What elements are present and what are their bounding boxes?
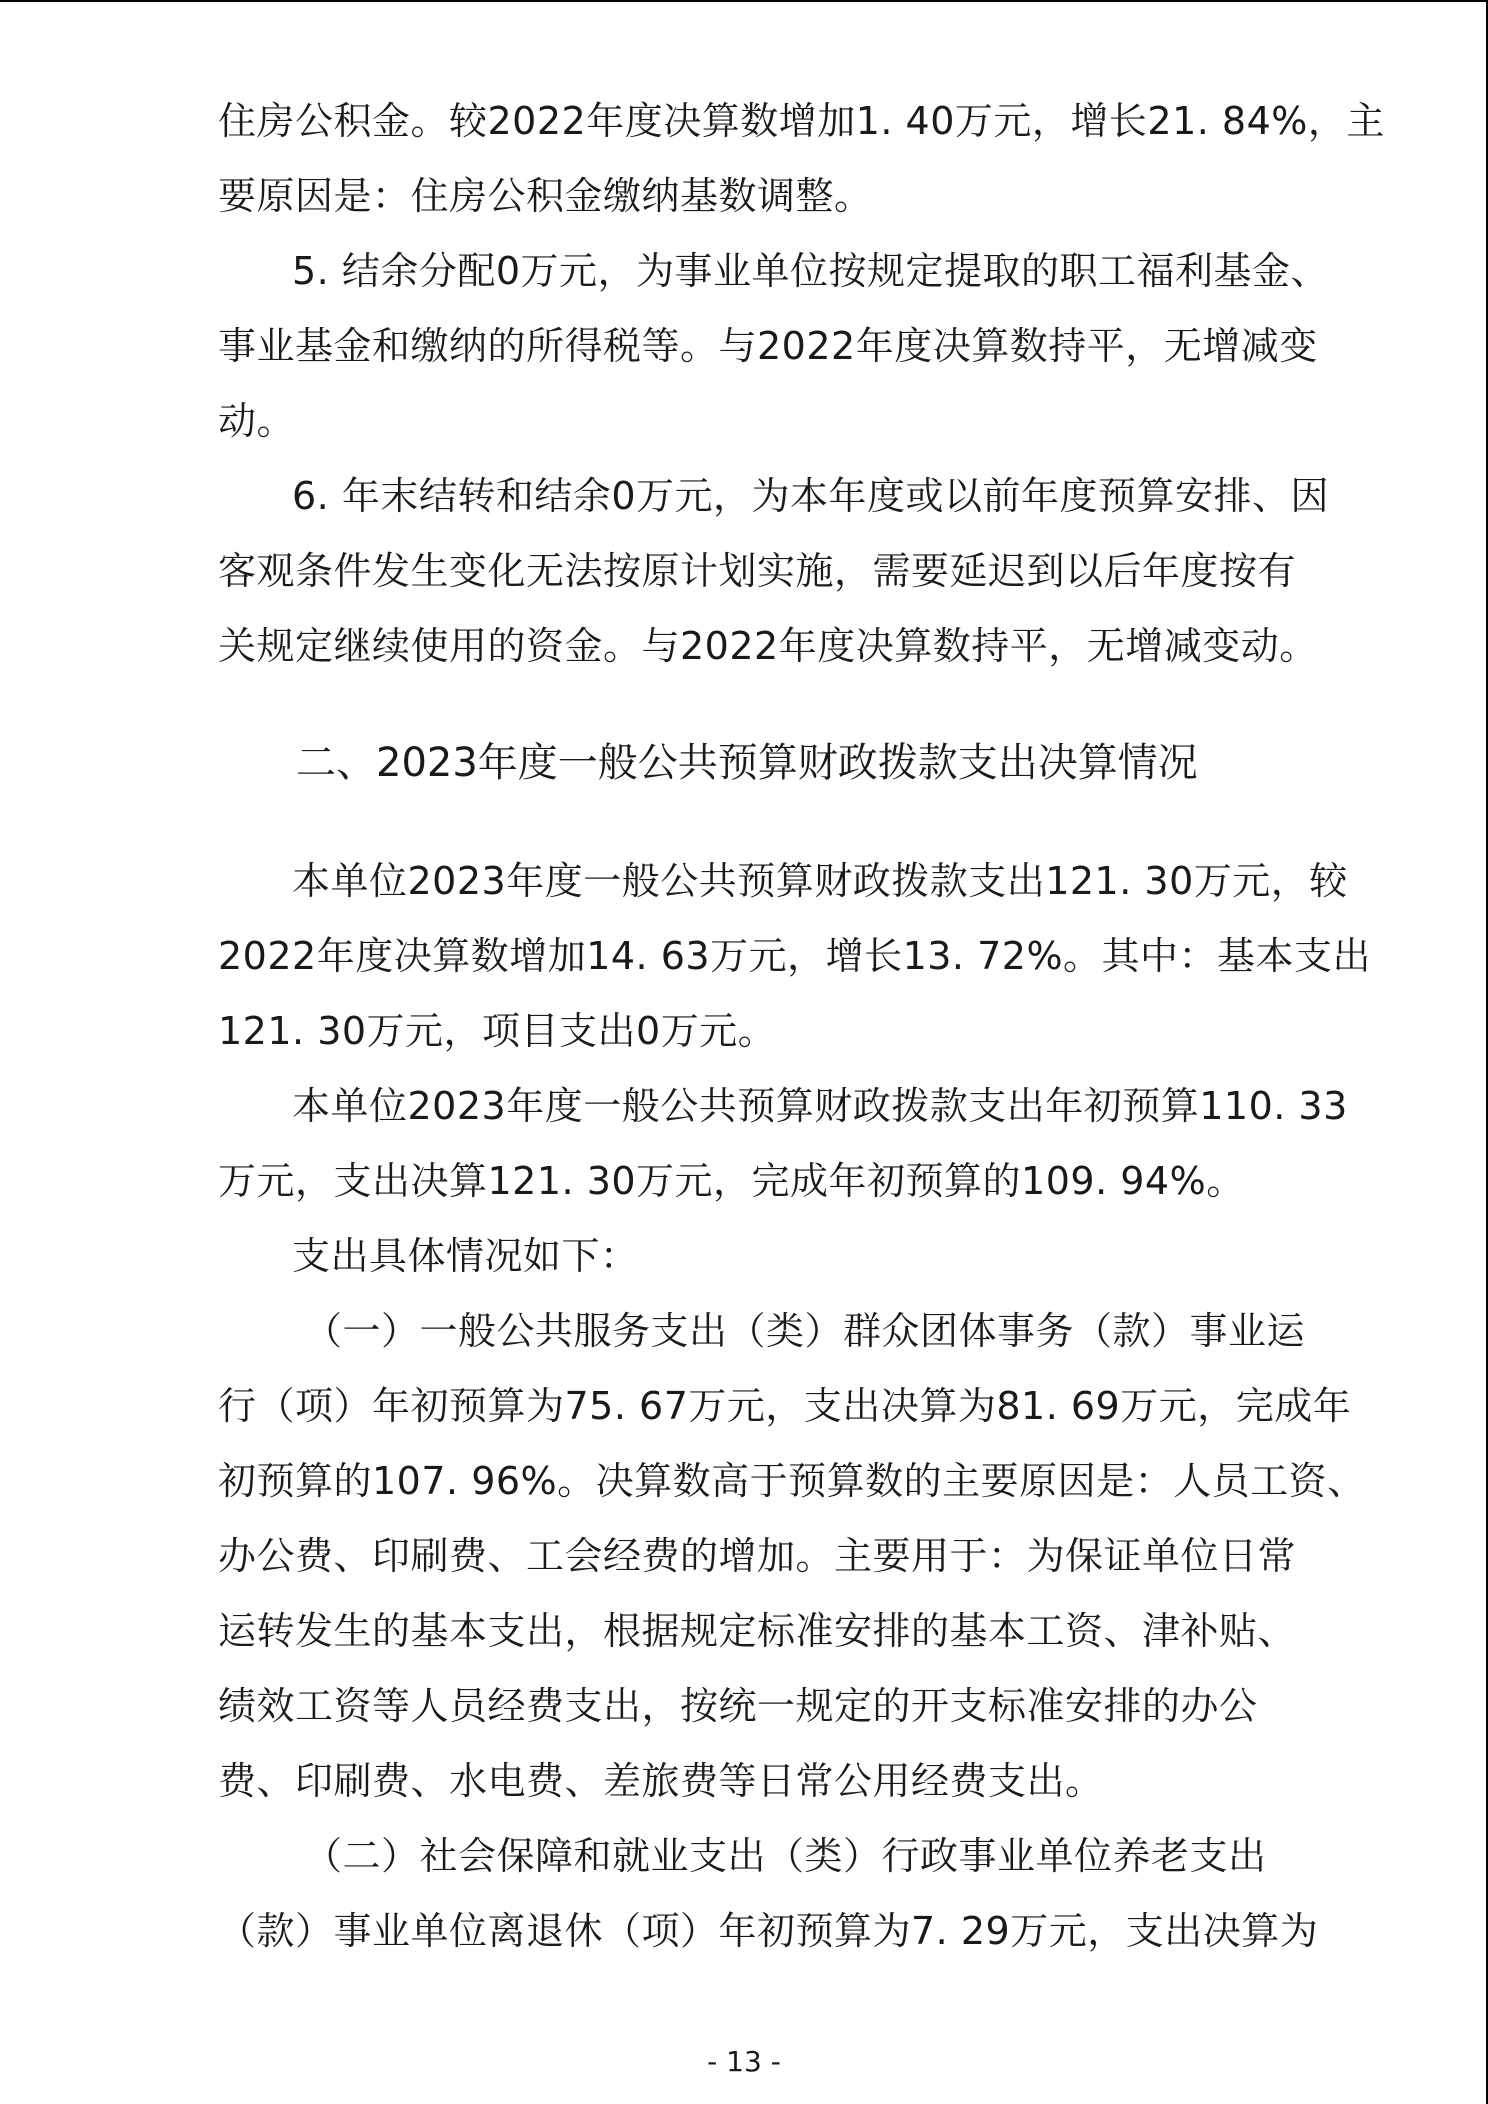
- text-line-initial-budget-cont: 万元，支出决算121. 30万元，完成年初预算的109. 94%。: [218, 1159, 1245, 1203]
- text-line-social-security-cont: （款）事业单位离退休（项）年初预算为7. 29万元，支出决算为: [218, 1909, 1319, 1953]
- section-heading-2023-general-budget: 二、2023年度一般公共预算财政拨款支出决算情况: [296, 740, 1198, 786]
- text-line-housing-fund: 住房公积金。较2022年度决算数增加1. 40万元，增长21. 84%，主: [218, 99, 1385, 143]
- text-line-social-security: （二）社会保障和就业支出（类）行政事业单位养老支出: [304, 1834, 1267, 1878]
- text-line-year-end-balance-end: 关规定继续使用的资金。与2022年度决算数持平，无增减变动。: [218, 624, 1318, 668]
- text-line-public-services-cont-3: 办公费、印刷费、工会经费的增加。主要用于：为保证单位日常: [218, 1534, 1297, 1578]
- text-line-surplus-distribution: 5. 结余分配0万元，为事业单位按规定提取的职工福利基金、: [292, 249, 1330, 293]
- text-line-public-services-cont-5: 绩效工资等人员经费支出，按统一规定的开支标准安排的办公: [218, 1684, 1258, 1728]
- text-line-year-end-balance: 6. 年末结转和结余0万元，为本年度或以前年度预算安排、因: [292, 474, 1330, 518]
- text-line-public-services: （一）一般公共服务支出（类）群众团体事务（款）事业运: [304, 1309, 1306, 1353]
- text-line-expenditure-total-cont: 2022年度决算数增加14. 63万元，增长13. 72%。其中：基本支出: [218, 934, 1372, 978]
- text-line-housing-fund-reason: 要原因是：住房公积金缴纳基数调整。: [218, 174, 873, 218]
- text-line-expenditure-total: 本单位2023年度一般公共预算财政拨款支出121. 30万元，较: [292, 859, 1348, 903]
- text-line-expenditure-total-end: 121. 30万元，项目支出0万元。: [218, 1009, 777, 1053]
- text-line-surplus-distribution-end: 动。: [218, 399, 296, 443]
- page-number: - 13 -: [707, 2045, 781, 2078]
- text-line-public-services-cont-4: 运转发生的基本支出，根据规定标准安排的基本工资、津补贴、: [218, 1609, 1297, 1653]
- text-line-details-intro: 支出具体情况如下：: [292, 1234, 639, 1278]
- text-line-public-services-cont-1: 行（项）年初预算为75. 67万元，支出决算为81. 69万元，完成年: [218, 1384, 1352, 1428]
- text-line-public-services-cont-6: 费、印刷费、水电费、差旅费等日常公用经费支出。: [218, 1759, 1104, 1803]
- text-line-year-end-balance-cont: 客观条件发生变化无法按原计划实施，需要延迟到以后年度按有: [218, 549, 1297, 593]
- text-line-initial-budget: 本单位2023年度一般公共预算财政拨款支出年初预算110. 33: [292, 1084, 1348, 1128]
- text-line-public-services-cont-2: 初预算的107. 96%。决算数高于预算数的主要原因是：人员工资、: [218, 1459, 1366, 1503]
- text-line-surplus-distribution-cont: 事业基金和缴纳的所得税等。与2022年度决算数持平，无增减变: [218, 324, 1318, 368]
